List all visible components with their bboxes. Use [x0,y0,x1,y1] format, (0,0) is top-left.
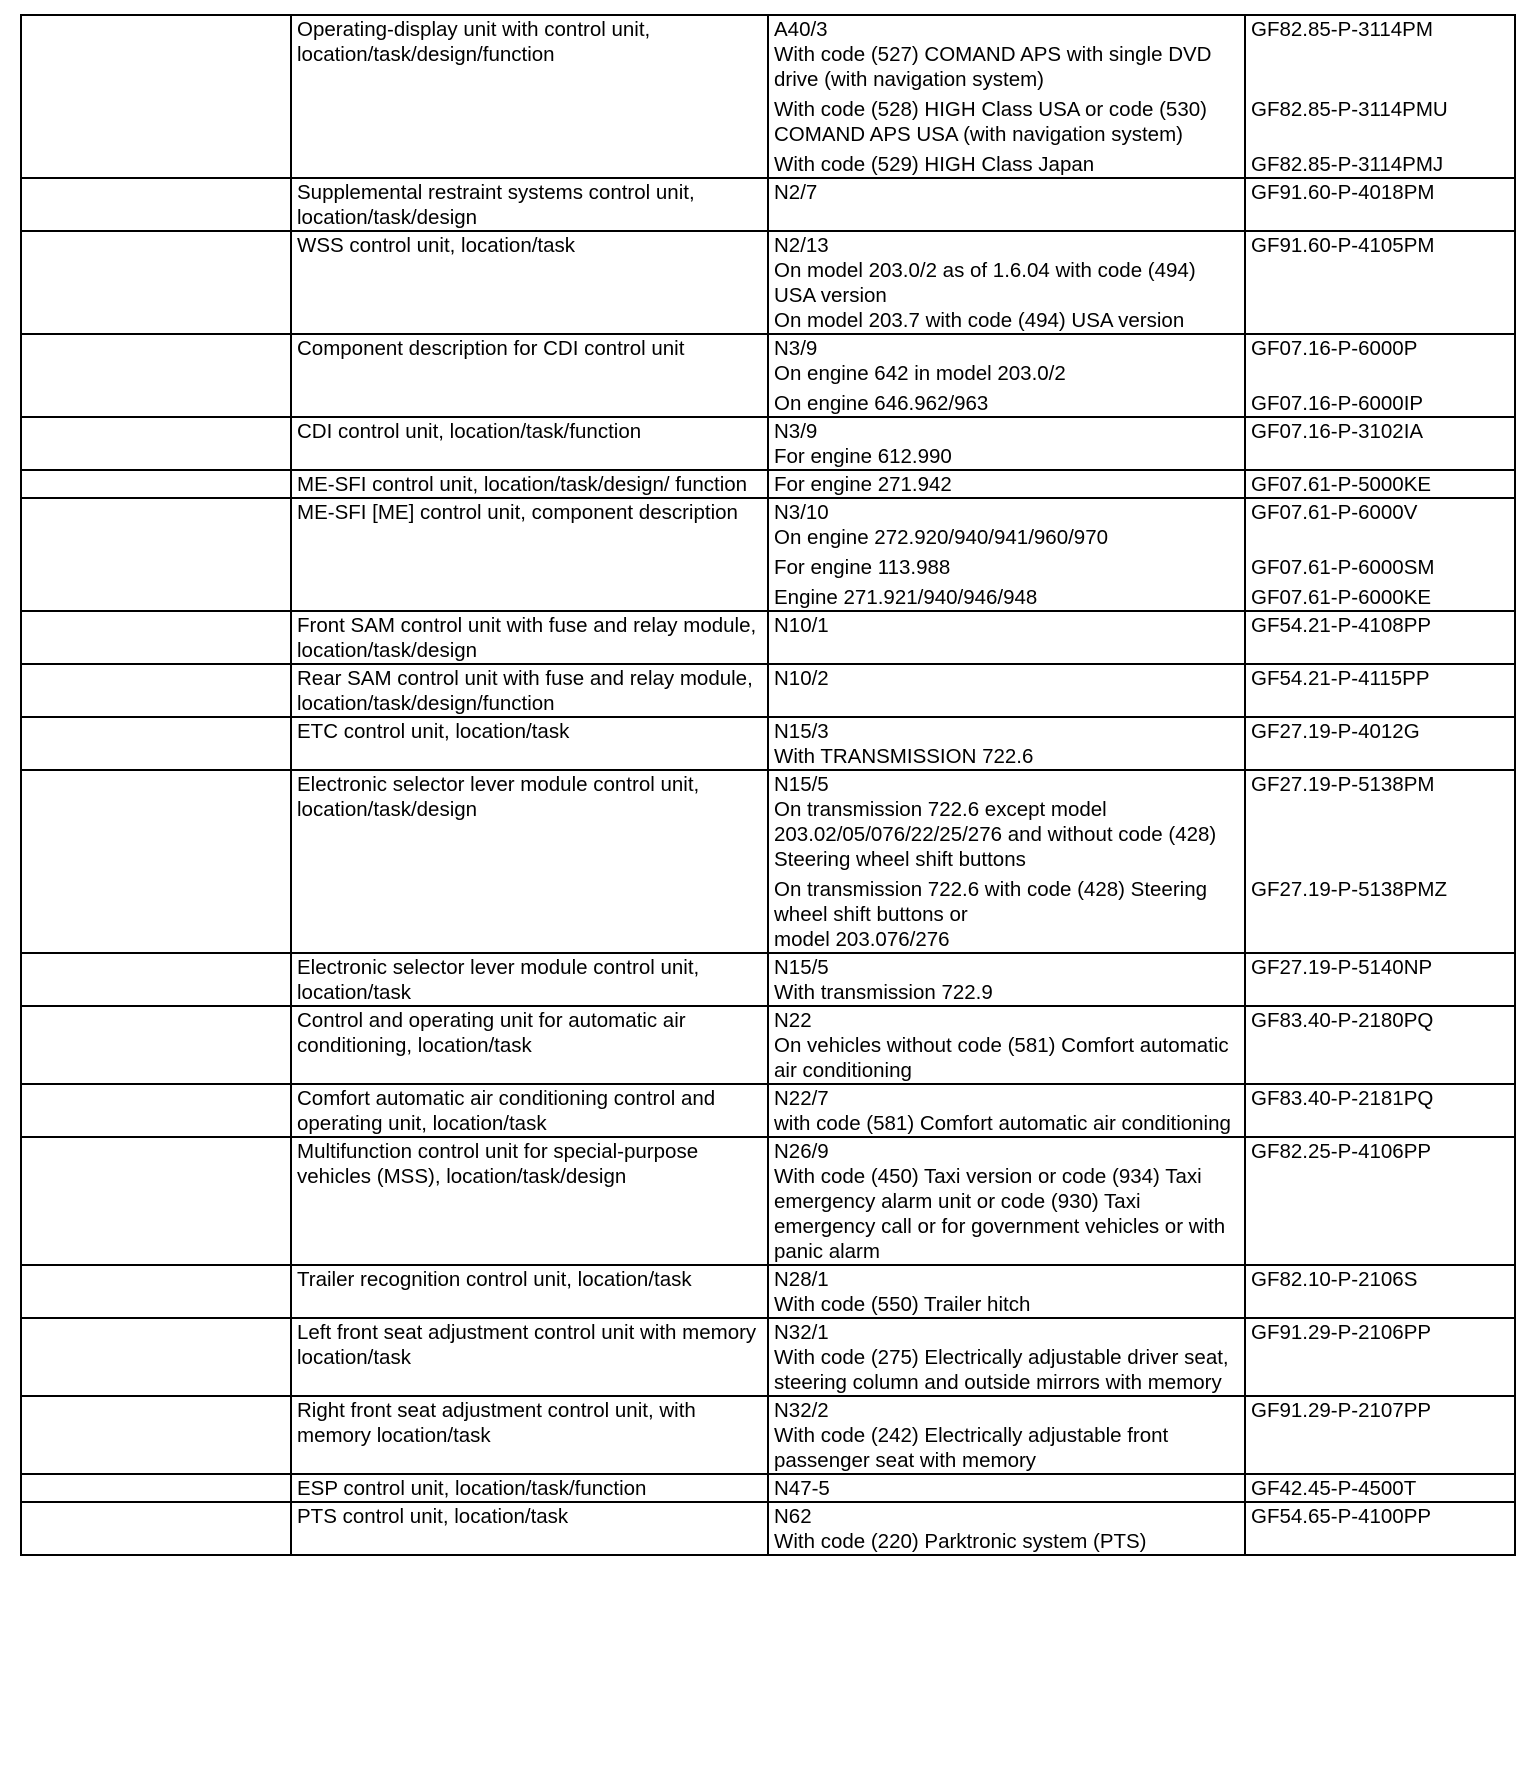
table-row [21,611,1515,664]
description-cell: Front SAM control unit with fuse and relay module, location/task/design [291,611,768,664]
table-row [21,417,1515,470]
document-number: GF82.10-P-2106S [1251,1268,1418,1291]
description-cell: Supplemental restraint systems control unit, location/task/design [291,178,768,231]
empty-cell [21,1006,291,1084]
table-row [21,178,1515,231]
document-number-cell [1245,334,1515,417]
document-number-cell [1245,1265,1515,1318]
description-cell: Rear SAM control unit with fuse and relay module, location/task/design/function [291,664,768,717]
document-number: GF42.45-P-4500T [1251,1477,1417,1500]
table-row [21,1265,1515,1318]
document-number: GF07.16-P-6000P [1251,337,1418,360]
document-number-cell [1245,1502,1515,1555]
document-number: GF83.40-P-2181PQ [1251,1087,1434,1110]
condition-text: With code (528) HIGH Class USA or code (530) COMAND APS USA (with navigation system) [774,98,1207,146]
document-number: GF07.16-P-3102IA [1251,420,1424,443]
empty-cell [21,1084,291,1137]
designation-cell [768,334,1245,417]
table-row [21,717,1515,770]
document-number-cell [1245,1006,1515,1084]
designation-cell [768,15,1245,178]
condition-text: N2/7 [774,181,818,204]
designation-cell [768,664,1245,717]
designation-cell [768,1006,1245,1084]
condition-text: N22/7 with code (581) Comfort automatic air conditioning [774,1087,1231,1135]
designation-cell [768,1084,1245,1137]
description-cell: Component description for CDI control unit [291,334,768,417]
condition-text: A40/3 With code (527) COMAND APS with single DVD drive (with navigation system) [774,18,1212,91]
table-row [21,1318,1515,1396]
document-number: GF91.29-P-2107PP [1251,1399,1432,1422]
condition-text: For engine 113.988 [774,556,951,579]
empty-cell [21,470,291,498]
empty-cell [21,1318,291,1396]
description-cell: ESP control unit, location/task/function [291,1474,768,1502]
table-row [21,770,1515,953]
description-cell: Control and operating unit for automatic air conditioning, location/task [291,1006,768,1084]
table-row [21,1137,1515,1265]
description-cell: Multifunction control unit for special-purpose vehicles (MSS), location/task/design [291,1137,768,1265]
document-number-cell [1245,1137,1515,1265]
empty-cell [21,231,291,334]
description-cell: Right front seat adjustment control unit, with memory location/task [291,1396,768,1474]
condition-text: N15/5 On transmission 722.6 except model 203.02/05/076/22/25/276 and without code (428) Steering wheel shift buttons [774,773,1217,871]
document-number: GF83.40-P-2180PQ [1251,1009,1434,1032]
document-number-cell [1245,1084,1515,1137]
document-number-cell [1245,1396,1515,1474]
description-cell: Left front seat adjustment control unit with memory location/task [291,1318,768,1396]
empty-cell [21,611,291,664]
description-cell: Operating-display unit with control unit, location/task/design/function [291,15,768,178]
table-row [21,1502,1515,1555]
empty-cell [21,717,291,770]
condition-text: For engine 271.942 [774,473,952,496]
designation-cell [768,1396,1245,1474]
document-number-cell [1245,15,1515,178]
document-number: GF07.61-P-6000KE [1251,586,1432,609]
table-row [21,1006,1515,1084]
designation-cell [768,417,1245,470]
table-row [21,231,1515,334]
document-number-cell [1245,770,1515,953]
designation-cell [768,1474,1245,1502]
document-number-cell [1245,470,1515,498]
designation-cell [768,498,1245,611]
designation-cell [768,470,1245,498]
condition-text: On transmission 722.6 with code (428) Steering wheel shift buttons or model 203.076/276 [774,878,1208,951]
document-number: GF82.85-P-3114PM [1251,18,1433,41]
table-row [21,1084,1515,1137]
document-number-cell [1245,498,1515,611]
document-number-cell [1245,953,1515,1006]
designation-cell [768,1318,1245,1396]
designation-cell [768,178,1245,231]
description-cell: PTS control unit, location/task [291,1502,768,1555]
condition-text: N62 With code (220) Parktronic system (PTS) [774,1505,1147,1553]
table-row [21,498,1515,611]
condition-text: N10/1 [774,614,829,637]
description-cell: WSS control unit, location/task [291,231,768,334]
document-number: GF82.85-P-3114PMU [1251,98,1448,121]
document-number: GF54.21-P-4108PP [1251,614,1432,637]
document-table [20,14,1516,1556]
condition-text: N10/2 [774,667,829,690]
designation-cell [768,1137,1245,1265]
table-row [21,1396,1515,1474]
document-number: GF82.25-P-4106PP [1251,1140,1432,1163]
description-cell: ME-SFI control unit, location/task/design/ function [291,470,768,498]
document-number: GF91.29-P-2106PP [1251,1321,1432,1344]
designation-cell [768,231,1245,334]
document-number-cell [1245,231,1515,334]
condition-text: With code (529) HIGH Class Japan [774,153,1095,176]
description-cell: CDI control unit, location/task/function [291,417,768,470]
document-number-cell [1245,611,1515,664]
document-number: GF91.60-P-4018PM [1251,181,1435,204]
condition-text: N3/9 For engine 612.990 [774,420,952,468]
table-row [21,470,1515,498]
empty-cell [21,1137,291,1265]
condition-text: N15/5 With transmission 722.9 [774,956,993,1004]
table-row [21,334,1515,417]
document-number: GF27.19-P-5138PMZ [1251,878,1447,901]
document-number: GF07.61-P-5000KE [1251,473,1432,496]
empty-cell [21,15,291,178]
document-number: GF91.60-P-4105PM [1251,234,1435,257]
empty-cell [21,417,291,470]
document-number-cell [1245,664,1515,717]
empty-cell [21,1396,291,1474]
table-row [21,15,1515,178]
designation-cell [768,611,1245,664]
document-number: GF07.61-P-6000V [1251,501,1418,524]
empty-cell [21,1502,291,1555]
table-body [21,15,1515,1555]
table-row [21,1474,1515,1502]
empty-cell [21,953,291,1006]
condition-text: N3/9 On engine 642 in model 203.0/2 [774,337,1066,385]
document-number-cell [1245,1474,1515,1502]
designation-cell [768,717,1245,770]
condition-text: N32/2 With code (242) Electrically adjustable front passenger seat with memory [774,1399,1169,1472]
empty-cell [21,178,291,231]
document-number: GF27.19-P-4012G [1251,720,1420,743]
empty-cell [21,770,291,953]
table-row [21,953,1515,1006]
condition-text: N3/10 On engine 272.920/940/941/960/970 [774,501,1108,549]
empty-cell [21,1265,291,1318]
document-number: GF27.19-P-5140NP [1251,956,1433,979]
designation-cell [768,1502,1245,1555]
document-number: GF54.21-P-4115PP [1251,667,1430,690]
description-cell: Electronic selector lever module control unit, location/task/design [291,770,768,953]
document-number-cell [1245,178,1515,231]
designation-cell [768,953,1245,1006]
empty-cell [21,334,291,417]
condition-text: N22 On vehicles without code (581) Comfort automatic air conditioning [774,1009,1229,1082]
description-cell: Comfort automatic air conditioning control and operating unit, location/task [291,1084,768,1137]
condition-text: N2/13 On model 203.0/2 as of 1.6.04 with code (494) USA version On model 203.7 with code (494) USA version [774,234,1196,332]
document-number-cell [1245,717,1515,770]
condition-text: N28/1 With code (550) Trailer hitch [774,1268,1031,1316]
description-cell: Electronic selector lever module control unit, location/task [291,953,768,1006]
document-number: GF82.85-P-3114PMJ [1251,153,1444,176]
empty-cell [21,1474,291,1502]
condition-text: N26/9 With code (450) Taxi version or code (934) Taxi emergency alarm unit or code (930) Taxi emergency call or for government vehicles or with panic alarm [774,1140,1226,1263]
document-number: GF54.65-P-4100PP [1251,1505,1432,1528]
condition-text: On engine 646.962/963 [774,392,989,415]
description-cell: Trailer recognition control unit, location/task [291,1265,768,1318]
document-number: GF27.19-P-5138PM [1251,773,1435,796]
description-cell: ETC control unit, location/task [291,717,768,770]
document-number: GF07.61-P-6000SM [1251,556,1435,579]
document-number: GF07.16-P-6000IP [1251,392,1424,415]
document-number-cell [1245,417,1515,470]
condition-text: N47-5 [774,1477,830,1500]
designation-cell [768,1265,1245,1318]
condition-text: N32/1 With code (275) Electrically adjustable driver seat, steering column and outside mirrors with memory [774,1321,1229,1394]
document-number-cell [1245,1318,1515,1396]
condition-text: Engine 271.921/940/946/948 [774,586,1038,609]
empty-cell [21,498,291,611]
condition-text: N15/3 With TRANSMISSION 722.6 [774,720,1034,768]
table-row [21,664,1515,717]
designation-cell [768,770,1245,953]
description-cell: ME-SFI [ME] control unit, component description [291,498,768,611]
empty-cell [21,664,291,717]
